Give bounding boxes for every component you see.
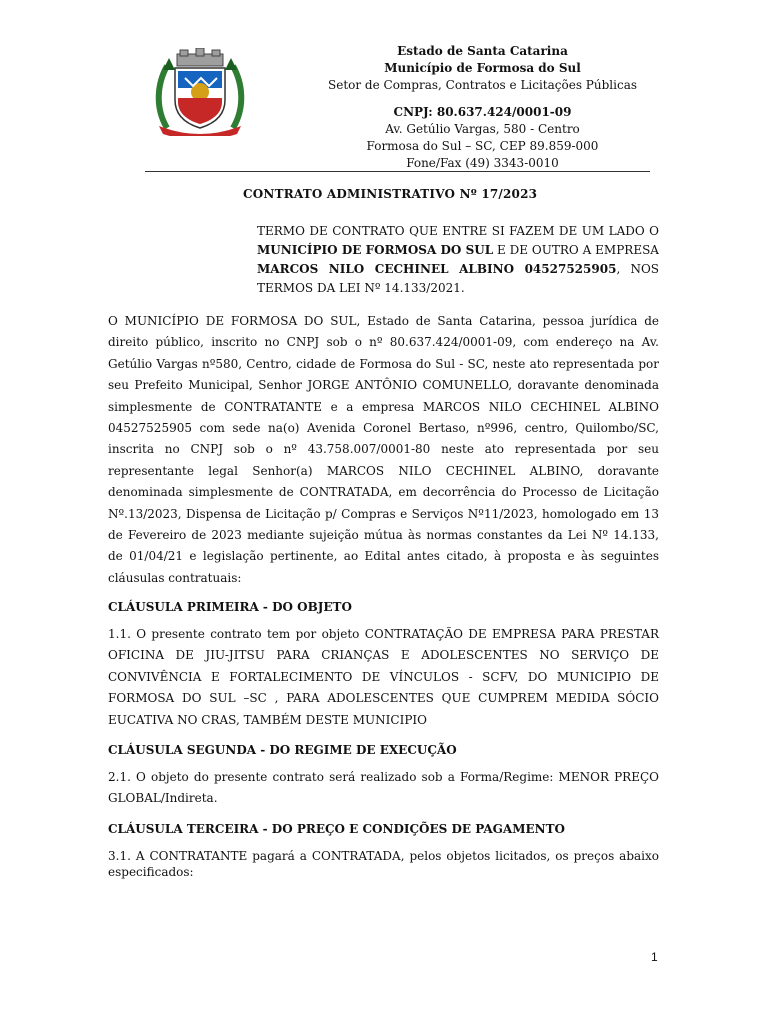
clause-1-heading: CLÁUSULA PRIMEIRA - DO OBJETO (108, 600, 352, 614)
term-prefix: TERMO DE CONTRATO QUE ENTRE SI FAZEM DE UM LADO O (257, 224, 659, 238)
clause-3-text: 3.1. A CONTRATANTE pagará a CONTRATADA, pelos objetos licitados, os preços abaixo especificados: (108, 849, 659, 879)
contract-title: CONTRATO ADMINISTRATIVO Nº 17/2023 (243, 187, 538, 201)
term-company: MARCOS NILO CECHINEL ALBINO 04527525905 (257, 262, 617, 276)
phone: Fone/Fax (49) 3343-0010 (406, 156, 559, 170)
city-cep: Formosa do Sul – SC, CEP 89.859-000 (366, 139, 599, 153)
clause-3-heading: CLÁUSULA TERCEIRA - DO PREÇO E CONDIÇÕES DE PAGAMENTO (108, 822, 566, 836)
department-name: Setor de Compras, Contratos e Licitações Públicas (328, 78, 637, 92)
clause-2-heading: CLÁUSULA SEGUNDA - DO REGIME DE EXECUÇÃO (108, 743, 457, 757)
municipality-name: Município de Formosa do Sul (384, 61, 581, 75)
clause-2-text: 2.1. O objeto do presente contrato será realizado sob a Forma/Regime: MENOR PREÇO GLOBAL/Indireta. (108, 770, 659, 806)
contract-term (257, 222, 659, 298)
state-name: Estado de Santa Catarina (397, 44, 568, 58)
page-number: 1 (651, 950, 658, 964)
preamble-paragraph: O MUNICÍPIO DE FORMOSA DO SUL, Estado de Santa Catarina, pessoa jurídica de direito público, inscrito no CNPJ sob o nº 80.637.424/0001-09, com endereço na Av. Getúlio Vargas nº580, Centro, cidade de Formosa do Sul - SC, neste ato representada por seu Prefeito Municipal, Senhor JORGE ANTÔNIO COMUNELLO, doravante denominada simplesmente de CONTRATANTE e a empresa MARCOS NILO CECHINEL ALBINO 04527525905 com sede na(o) Avenida Coronel Bertaso, nº996, centro, Quilombo/SC, inscrita no CNPJ sob o nº 43.758.007/0001-80 neste ato representada por seu representante legal Senhor(a) MARCOS NILO CECHINEL ALBINO, doravante denominada simplesmente de CONTRATADA, em decorrência do Processo de Licitação Nº.13/2023, Dispensa de Licitação p/ Compras e Serviços Nº11/2023, homologado em 13 de Fevereiro de 2023 mediante sujeição mútua às normas constantes da Lei Nº 14.133, de 01/04/21 e legislação pertinente, ao Edital antes citado, à proposta e às seguintes cláusulas contratuais: (108, 314, 659, 585)
coat-of-arms-logo (153, 48, 247, 136)
letterhead (290, 43, 675, 172)
address: Av. Getúlio Vargas, 580 - Centro (385, 122, 580, 136)
header-divider (145, 171, 650, 172)
term-suffix: , NOS TERMOS DA LEI Nº 14.133/2021. (257, 262, 659, 295)
term-municipality: MUNICÍPIO DE FORMOSA DO SUL (257, 243, 494, 257)
term-middle: E DE OUTRO A EMPRESA (497, 243, 659, 257)
clause-1-text: 1.1. O presente contrato tem por objeto CONTRATAÇÃO DE EMPRESA PARA PRESTAR OFICINA DE JIU-JITSU PARA CRIANÇAS E ADOLESCENTES NO SERVIÇO DE CONVIVÊNCIA E FORTALECIMENTO DE VÍNCULOS - SCFV, DO MUNICIPIO DE FORMOSA DO SUL –SC , PARA ADOLESCENTES QUE CUMPREM MEDIDA SÓCIO EUCATIVA NO CRAS, TAMBÉM DESTE MUNICIPIO (108, 627, 659, 727)
cnpj: CNPJ: 80.637.424/0001-09 (393, 105, 572, 119)
